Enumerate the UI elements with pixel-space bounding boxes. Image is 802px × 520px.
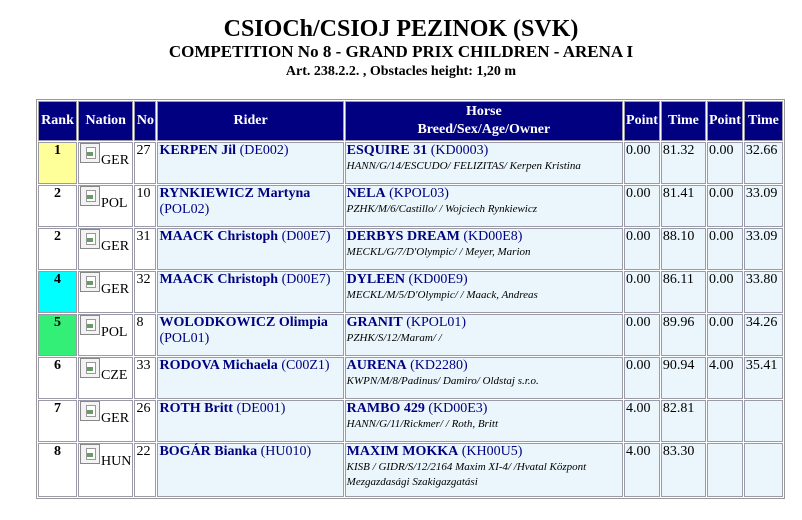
- time2-cell: 33.09: [744, 185, 783, 227]
- time1-cell: 83.30: [661, 443, 706, 497]
- point1-cell: 0.00: [624, 357, 660, 399]
- horse-name: ESQUIRE 31: [346, 143, 428, 158]
- col-nation-header: Nation: [78, 101, 133, 141]
- horse-name: NELA: [346, 186, 386, 201]
- horse-cell: [345, 443, 623, 497]
- horse-info: KISB / GIDR/S/12/2164 Maxim XI-4/ /Hvatal Központ Mezgazdasági Szakigazgatási: [346, 461, 587, 488]
- col-rider-header: Rider: [157, 101, 343, 141]
- time2-cell: 33.80: [744, 271, 783, 313]
- flag-placeholder-icon: [80, 315, 100, 335]
- rank-cell: 4: [38, 271, 77, 313]
- col-horse-header-line2: Breed/Sex/Age/Owner: [417, 122, 551, 137]
- col-point1-header: Point: [624, 101, 660, 141]
- time2-cell: [744, 443, 783, 497]
- horse-cell: [345, 357, 623, 399]
- horse-info: KWPN/M/8/Padinus/ Damiro/ Oldstaj s.r.o.: [346, 375, 539, 387]
- horse-id: (KD00E8): [463, 229, 523, 244]
- nation-code: POL: [101, 325, 128, 340]
- point1-cell: 0.00: [624, 314, 660, 356]
- rank-cell: 2: [38, 185, 77, 227]
- time1-cell: 82.81: [661, 400, 706, 442]
- time2-cell: 35.41: [744, 357, 783, 399]
- horse-name: AURENA: [346, 358, 407, 373]
- rider-id: (D00E7): [281, 229, 331, 244]
- time2-cell: 32.66: [744, 142, 783, 184]
- col-time1-header: Time: [661, 101, 706, 141]
- rider-cell: [157, 443, 343, 497]
- rider-name: BOGÁR Bianka: [159, 444, 258, 459]
- col-no-header: No: [134, 101, 156, 141]
- table-row: [38, 142, 783, 184]
- competition-subtitle: COMPETITION No 8 - GRAND PRIX CHILDREN - ARENA I: [168, 42, 634, 61]
- rider-name: WOLODKOWICZ Olimpia: [159, 315, 328, 330]
- horse-cell: [345, 185, 623, 227]
- horse-id: (KPOL03): [389, 186, 449, 201]
- point2-cell: 0.00: [707, 314, 743, 356]
- point2-cell: 0.00: [707, 228, 743, 270]
- competition-note: Art. 238.2.2. , Obstacles height: 1,20 m: [285, 64, 517, 79]
- start-number: 27: [134, 142, 156, 184]
- rider-id: (D00E7): [281, 272, 331, 287]
- col-horse-header: [345, 101, 623, 141]
- nation-code: GER: [101, 153, 130, 168]
- nation-cell: [78, 142, 133, 184]
- horse-cell: [345, 228, 623, 270]
- rider-id: (DE001): [236, 401, 286, 416]
- horse-id: (KD00E3): [428, 401, 488, 416]
- table-row: [38, 185, 783, 227]
- nation-cell: [78, 357, 133, 399]
- table-row: [38, 357, 783, 399]
- rider-name: MAACK Christoph: [159, 272, 279, 287]
- nation-cell: [78, 185, 133, 227]
- horse-name: RAMBO 429: [346, 401, 425, 416]
- nation-cell: [78, 228, 133, 270]
- rank-cell: 6: [38, 357, 77, 399]
- start-number: 33: [134, 357, 156, 399]
- point2-cell: 4.00: [707, 357, 743, 399]
- time1-cell: 89.96: [661, 314, 706, 356]
- table-row: [38, 443, 783, 497]
- point1-cell: 4.00: [624, 443, 660, 497]
- rider-cell: [157, 271, 343, 313]
- horse-info: HANN/G/11/Rickmer/ / Roth, Britt: [346, 418, 499, 430]
- horse-cell: [345, 314, 623, 356]
- rider-cell: [157, 142, 343, 184]
- nation-cell: [78, 443, 133, 497]
- start-number: 31: [134, 228, 156, 270]
- flag-placeholder-icon: [80, 401, 100, 421]
- rank-cell: 5: [38, 314, 77, 356]
- rank-cell: 7: [38, 400, 77, 442]
- table-header-row: [38, 101, 783, 141]
- table-row: [38, 228, 783, 270]
- time1-cell: 88.10: [661, 228, 706, 270]
- point1-cell: 0.00: [624, 185, 660, 227]
- horse-name: GRANIT: [346, 315, 403, 330]
- horse-cell: [345, 400, 623, 442]
- horse-info: MECKL/G/7/D'Olympic/ / Meyer, Marion: [346, 246, 531, 258]
- nation-code: GER: [101, 239, 130, 254]
- page-title: CSIOCh/CSIOJ PEZINOK (SVK): [223, 16, 579, 42]
- rank-cell: 1: [38, 142, 77, 184]
- horse-cell: [345, 271, 623, 313]
- rider-cell: [157, 228, 343, 270]
- table-row: [38, 400, 783, 442]
- flag-placeholder-icon: [80, 186, 100, 206]
- start-number: 22: [134, 443, 156, 497]
- rider-id: (HU010): [260, 444, 312, 459]
- nation-cell: [78, 271, 133, 313]
- point1-cell: 0.00: [624, 142, 660, 184]
- flag-placeholder-icon: [80, 358, 100, 378]
- rank-cell: 8: [38, 443, 77, 497]
- point2-cell: 0.00: [707, 185, 743, 227]
- results-table: [36, 99, 785, 499]
- point2-cell: 0.00: [707, 142, 743, 184]
- start-number: 10: [134, 185, 156, 227]
- start-number: 32: [134, 271, 156, 313]
- rank-cell: 2: [38, 228, 77, 270]
- time1-cell: 90.94: [661, 357, 706, 399]
- point2-cell: 0.00: [707, 271, 743, 313]
- rider-name: RYNKIEWICZ Martyna: [159, 186, 311, 201]
- time1-cell: 81.32: [661, 142, 706, 184]
- nation-code: CZE: [101, 368, 128, 383]
- nation-cell: [78, 314, 133, 356]
- time2-cell: [744, 400, 783, 442]
- rider-cell: [157, 357, 343, 399]
- rider-id: (C00Z1): [281, 358, 330, 373]
- flag-placeholder-icon: [80, 143, 100, 163]
- rider-name: KERPEN Jil: [159, 143, 237, 158]
- start-number: 26: [134, 400, 156, 442]
- col-rank-header: Rank: [38, 101, 77, 141]
- flag-placeholder-icon: [80, 229, 100, 249]
- horse-id: (KD0003): [430, 143, 489, 158]
- rider-name: ROTH Britt: [159, 401, 233, 416]
- horse-id: (KD00E9): [408, 272, 468, 287]
- col-point2-header: Point: [707, 101, 743, 141]
- nation-cell: [78, 400, 133, 442]
- rider-cell: [157, 400, 343, 442]
- horse-info: MECKL/M/5/D'Olympic/ / Maack, Andreas: [346, 289, 538, 301]
- rider-id: (POL01): [159, 331, 210, 346]
- horse-name: DERBYS DREAM: [346, 229, 460, 244]
- horse-name: DYLEEN: [346, 272, 406, 287]
- table-row: [38, 271, 783, 313]
- rider-name: RODOVA Michaela: [159, 358, 278, 373]
- time2-cell: 34.26: [744, 314, 783, 356]
- rider-cell: [157, 185, 343, 227]
- horse-info: HANN/G/14/ESCUDO/ FELIZITAS/ Kerpen Kristina: [346, 160, 581, 172]
- rider-id: (POL02): [159, 202, 210, 217]
- point2-cell: [707, 400, 743, 442]
- flag-placeholder-icon: [80, 444, 100, 464]
- page-header: [0, 16, 802, 80]
- horse-info: PZHK/S/12/Maram/ /: [346, 332, 442, 344]
- horse-id: (KPOL01): [406, 315, 467, 330]
- flag-placeholder-icon: [80, 272, 100, 292]
- point1-cell: 0.00: [624, 271, 660, 313]
- horse-cell: [345, 142, 623, 184]
- nation-code: POL: [101, 196, 128, 211]
- time1-cell: 81.41: [661, 185, 706, 227]
- rider-name: MAACK Christoph: [159, 229, 279, 244]
- point1-cell: 4.00: [624, 400, 660, 442]
- rider-cell: [157, 314, 343, 356]
- table-row: [38, 314, 783, 356]
- horse-id: (KD2280): [410, 358, 468, 373]
- point2-cell: [707, 443, 743, 497]
- nation-code: GER: [101, 411, 130, 426]
- col-horse-header-line1: Horse: [465, 104, 502, 119]
- horse-id: (KH00U5): [461, 444, 523, 459]
- col-time2-header: Time: [744, 101, 783, 141]
- point1-cell: 0.00: [624, 228, 660, 270]
- start-number: 8: [134, 314, 156, 356]
- nation-code: HUN: [101, 454, 132, 469]
- nation-code: GER: [101, 282, 130, 297]
- horse-info: PZHK/M/6/Castillo/ / Wojciech Rynkiewicz: [346, 203, 538, 215]
- rider-id: (DE002): [239, 143, 289, 158]
- time2-cell: 33.09: [744, 228, 783, 270]
- time1-cell: 86.11: [661, 271, 706, 313]
- horse-name: MAXIM MOKKA: [346, 444, 459, 459]
